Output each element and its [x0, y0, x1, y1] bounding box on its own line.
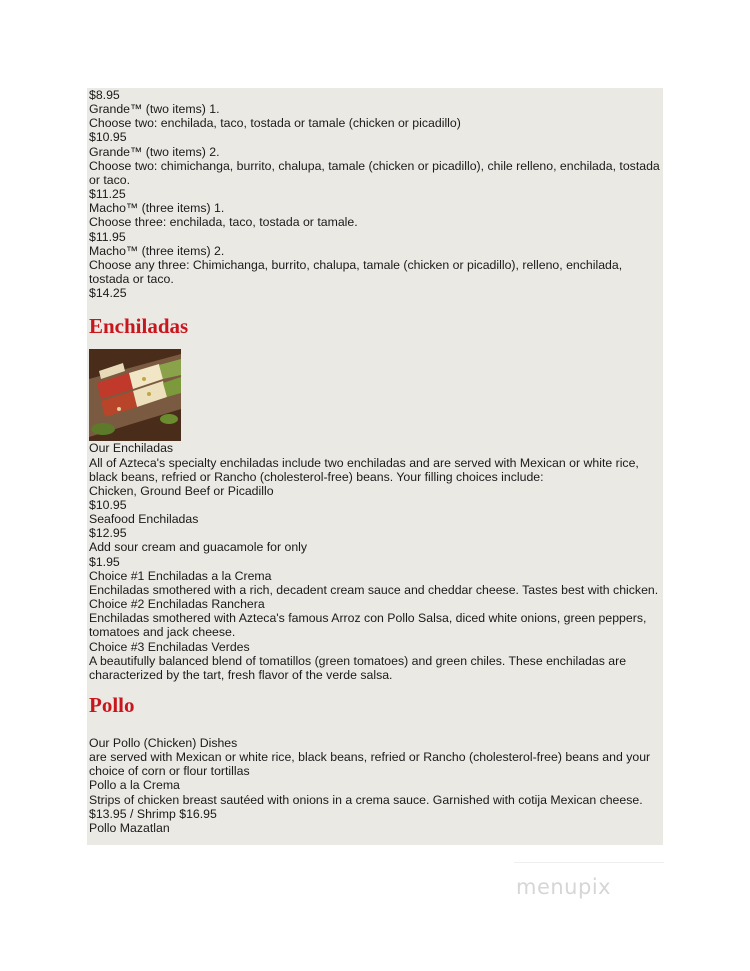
- menu-line: Choose two: chimichanga, burrito, chalupa, tamale (chicken or picadillo), chile relleno, enchilada, tostada: [89, 158, 660, 173]
- menu-line: $13.95 / Shrimp $16.95: [89, 806, 217, 821]
- menu-line: Add sour cream and guacamole for only: [89, 540, 308, 555]
- menu-line: Our Enchiladas: [89, 441, 174, 456]
- menu-line: characterized by the tart, fresh flavor of the verde salsa.: [89, 667, 393, 682]
- section-heading-enchiladas: Enchiladas: [89, 314, 189, 339]
- menu-line: $14.25: [89, 286, 127, 301]
- menu-line: Macho™ (three items) 1.: [89, 201, 225, 216]
- menu-line: Grande™ (two items) 2.: [89, 144, 220, 159]
- menu-line: Choose three: enchilada, taco, tostada or tamale.: [89, 215, 358, 230]
- menu-line: $11.25: [89, 187, 126, 202]
- menu-line: Enchiladas smothered with a rich, decadent cream sauce and cheddar cheese. Tastes best with chicken.: [89, 582, 659, 597]
- menu-line: choice of corn or flour tortillas: [89, 764, 250, 779]
- menu-line: A beautifully balanced blend of tomatillos (green tomatoes) and green chiles. These enchiladas are: [89, 653, 627, 668]
- pollo-list: [89, 736, 661, 835]
- menu-line: $8.95: [89, 88, 120, 102]
- section-heading-pollo: Pollo: [89, 693, 135, 717]
- menu-line: or taco.: [89, 172, 131, 187]
- menupix-watermark: menupix: [516, 875, 612, 899]
- menu-line: black beans, refried or Rancho (cholesterol-free) beans. Your filling choices include:: [89, 469, 544, 484]
- menu-line: Our Pollo (Chicken) Dishes: [89, 736, 238, 750]
- menu-line: Grande™ (two items) 1.: [89, 102, 220, 117]
- menu-content: [89, 88, 661, 835]
- menu-line: Choose any three: Chimichanga, burrito, chalupa, tamale (chicken or picadillo), relleno, enchilada,: [89, 257, 623, 272]
- menu-line: Enchiladas smothered with Azteca's famous Arroz con Pollo Salsa, diced white onions, green peppers,: [89, 611, 647, 626]
- menu-line: Choice #1 Enchiladas a la Crema: [89, 568, 272, 583]
- menu-line: Pollo Mazatlan: [89, 820, 170, 835]
- menu-line: Choice #2 Enchiladas Ranchera: [89, 597, 265, 612]
- menu-line: Seafood Enchiladas: [89, 512, 199, 527]
- menu-line: $11.95: [89, 229, 126, 244]
- watermark-rule: [514, 862, 664, 863]
- enchiladas-list: [89, 441, 661, 682]
- menu-line: tomatoes and jack cheese.: [89, 625, 236, 640]
- menu-line: tostada or taco.: [89, 272, 174, 287]
- combo-list: [89, 88, 661, 300]
- menu-line: $12.95: [89, 526, 127, 541]
- enchiladas-photo-art: [89, 349, 181, 441]
- menu-line: Choose two: enchilada, taco, tostada or tamale (chicken or picadillo): [89, 116, 461, 131]
- menu-line: Macho™ (three items) 2.: [89, 243, 225, 258]
- menu-line: Strips of chicken breast sautéed with onions in a crema sauce. Garnished with cotija Mexican cheese.: [89, 792, 643, 807]
- menu-line: All of Azteca's specialty enchiladas include two enchiladas and are served with Mexican or white rice,: [89, 455, 639, 470]
- menu-line: Choice #3 Enchiladas Verdes: [89, 639, 250, 654]
- menu-line: $10.95: [89, 497, 127, 512]
- menu-line: Chicken, Ground Beef or Picadillo: [89, 483, 274, 498]
- menu-line: $10.95: [89, 130, 127, 145]
- menu-line: are served with Mexican or white rice, black beans, refried or Rancho (cholesterol-free) beans and your: [89, 750, 651, 765]
- enchiladas-photo: [89, 349, 181, 441]
- menu-line: Pollo a la Crema: [89, 778, 180, 793]
- menu-line: $1.95: [89, 554, 120, 569]
